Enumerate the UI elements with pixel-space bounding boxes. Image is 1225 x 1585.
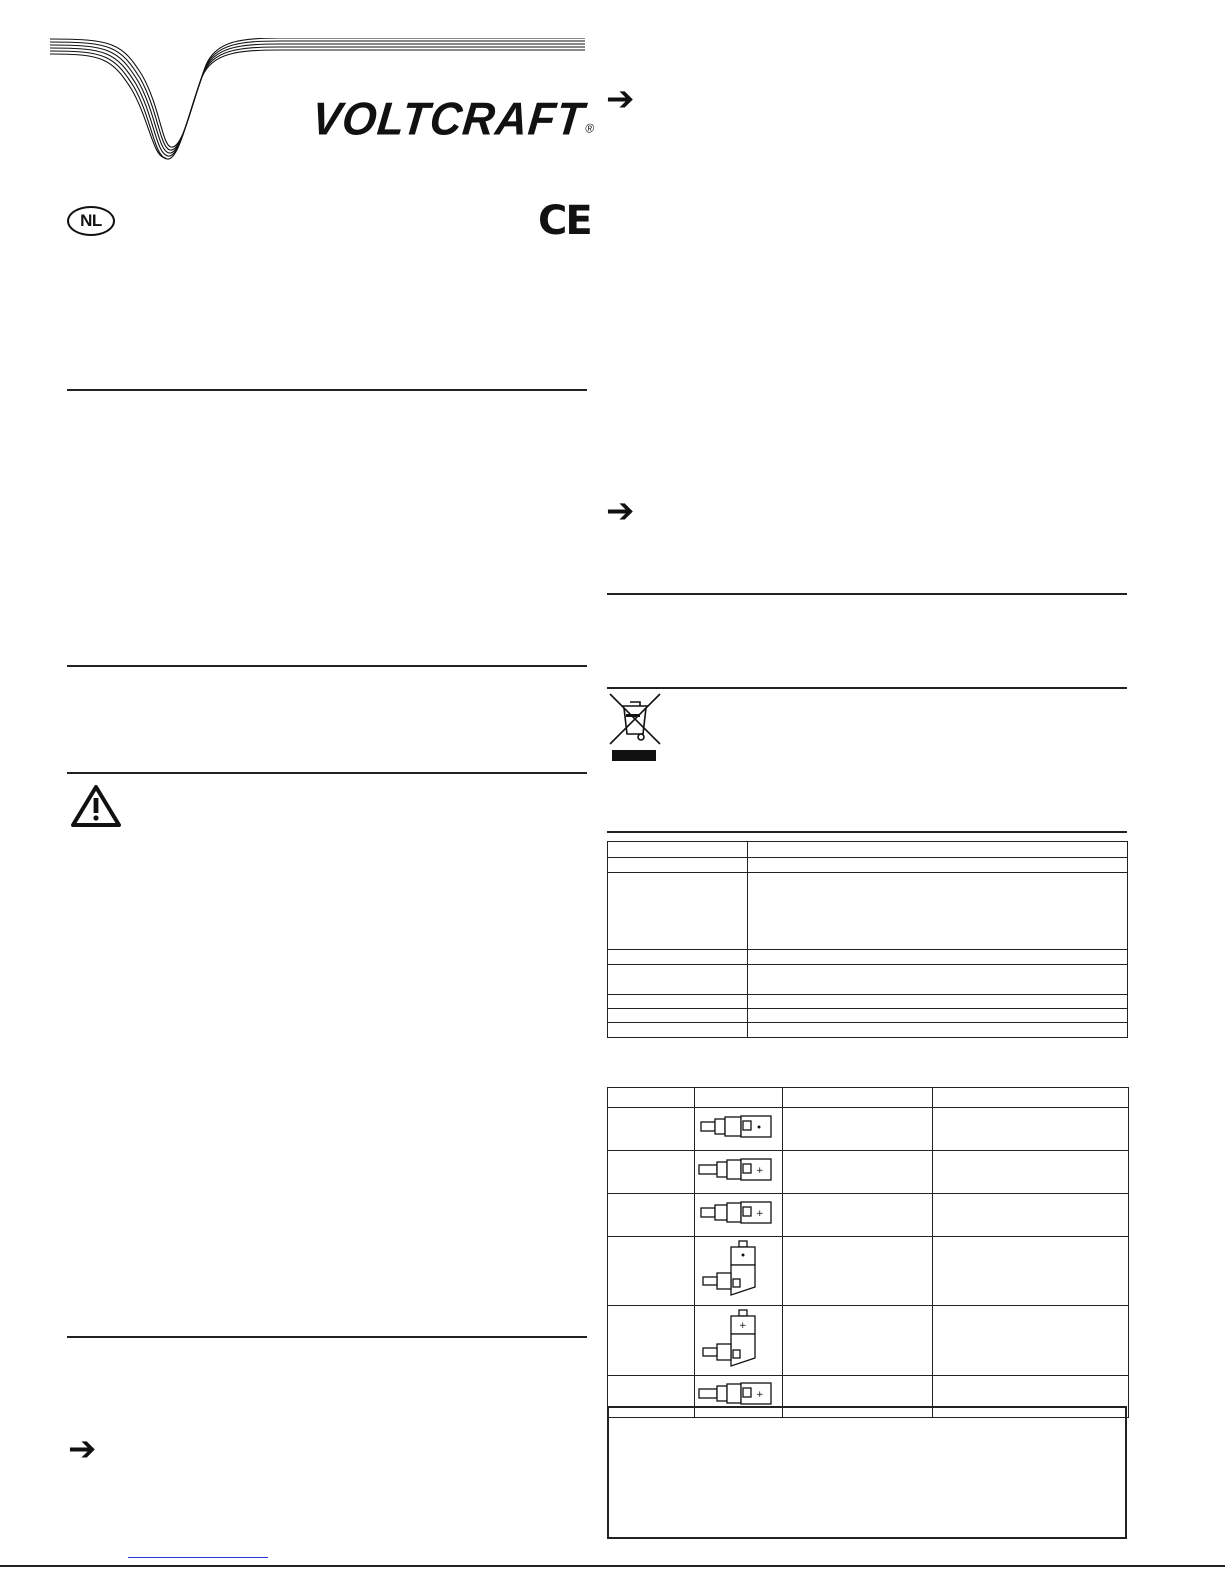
spec-label-cell xyxy=(608,965,748,995)
table-row xyxy=(608,995,1128,1009)
plug-id-cell xyxy=(608,1237,695,1306)
plug-info-cell xyxy=(783,1194,933,1237)
language-badge: NL xyxy=(67,206,115,236)
brand-name: VOLTCRAFT xyxy=(309,93,587,146)
table-row xyxy=(608,1023,1128,1038)
plug-info-cell xyxy=(783,1151,933,1194)
spec-value-cell xyxy=(748,950,1128,965)
section-divider-6 xyxy=(607,687,1127,689)
spec-label-cell xyxy=(608,842,748,858)
plug-info-cell xyxy=(933,1237,1129,1306)
spec-value-cell xyxy=(748,858,1128,873)
ce-mark: CE xyxy=(538,198,591,244)
plug-image-cell xyxy=(695,1151,783,1194)
plug-info-cell xyxy=(783,1306,933,1376)
header-cell xyxy=(608,1088,695,1108)
spec-table xyxy=(607,841,1128,1038)
plug-image-cell xyxy=(695,1237,783,1306)
right-arrow-icon: ➔ xyxy=(606,79,635,119)
plug-image-cell xyxy=(695,1108,783,1151)
brand-logo xyxy=(309,94,597,147)
footer-divider xyxy=(0,1565,1225,1567)
table-row xyxy=(608,1009,1128,1023)
header-cell xyxy=(933,1088,1129,1108)
table-row xyxy=(608,950,1128,965)
angled-plug-icon xyxy=(695,1306,782,1370)
table-header-row xyxy=(608,1088,1129,1108)
table-row xyxy=(608,1237,1129,1306)
plug-info-cell xyxy=(933,1194,1129,1237)
table-row xyxy=(608,1306,1129,1376)
section-divider-4 xyxy=(67,1336,587,1338)
hyperlink-underline[interactable] xyxy=(128,1557,268,1558)
table-row xyxy=(608,965,1128,995)
table-row xyxy=(608,1151,1129,1194)
plug-id-cell xyxy=(608,1306,695,1376)
header-cell xyxy=(695,1088,783,1108)
section-divider-2 xyxy=(67,665,587,667)
straight-plug-icon xyxy=(695,1151,782,1188)
svg-text:+: + xyxy=(756,1166,764,1176)
spec-label-cell xyxy=(608,858,748,873)
plug-info-cell xyxy=(933,1108,1129,1151)
plug-image-cell xyxy=(695,1194,783,1237)
spec-label-cell xyxy=(608,1009,748,1023)
plug-info-cell xyxy=(933,1151,1129,1194)
spec-label-cell xyxy=(608,873,748,950)
spec-value-cell xyxy=(748,1023,1128,1038)
crossed-out-wheelie-bin-icon xyxy=(608,692,662,764)
section-divider-3 xyxy=(67,772,587,774)
spec-label-cell xyxy=(608,1023,748,1038)
spec-value-cell xyxy=(748,995,1128,1009)
table-row xyxy=(608,858,1128,873)
table-row xyxy=(608,842,1128,858)
plug-id-cell xyxy=(608,1108,695,1151)
section-divider-1 xyxy=(67,389,587,391)
section-divider-7 xyxy=(607,831,1127,833)
spec-value-cell xyxy=(748,842,1128,858)
straight-plug-icon xyxy=(695,1194,782,1231)
spec-value-cell xyxy=(748,1009,1128,1023)
warning-triangle-icon xyxy=(70,784,122,828)
plug-table xyxy=(607,1087,1129,1418)
plug-info-cell xyxy=(783,1237,933,1306)
plug-id-cell xyxy=(608,1151,695,1194)
table-row xyxy=(608,1108,1129,1151)
plug-image-cell xyxy=(695,1306,783,1376)
svg-text:+: + xyxy=(739,1321,747,1331)
right-arrow-icon: ➔ xyxy=(68,1429,97,1469)
angled-plug-icon xyxy=(695,1237,782,1300)
section-divider-5 xyxy=(607,593,1127,595)
spec-value-cell xyxy=(748,965,1128,995)
spec-value-cell xyxy=(748,873,1128,950)
svg-text:+: + xyxy=(756,1209,764,1219)
header-cell xyxy=(783,1088,933,1108)
right-arrow-icon: ➔ xyxy=(606,491,635,531)
plug-info-cell xyxy=(783,1108,933,1151)
svg-text:+: + xyxy=(756,1390,764,1400)
spec-label-cell xyxy=(608,950,748,965)
registered-mark: ® xyxy=(584,121,596,136)
table-row xyxy=(608,873,1128,950)
plug-info-cell xyxy=(933,1306,1129,1376)
plug-id-cell xyxy=(608,1194,695,1237)
straight-plug-icon xyxy=(695,1108,782,1145)
notice-box xyxy=(607,1406,1127,1539)
spec-label-cell xyxy=(608,995,748,1009)
table-row xyxy=(608,1194,1129,1237)
